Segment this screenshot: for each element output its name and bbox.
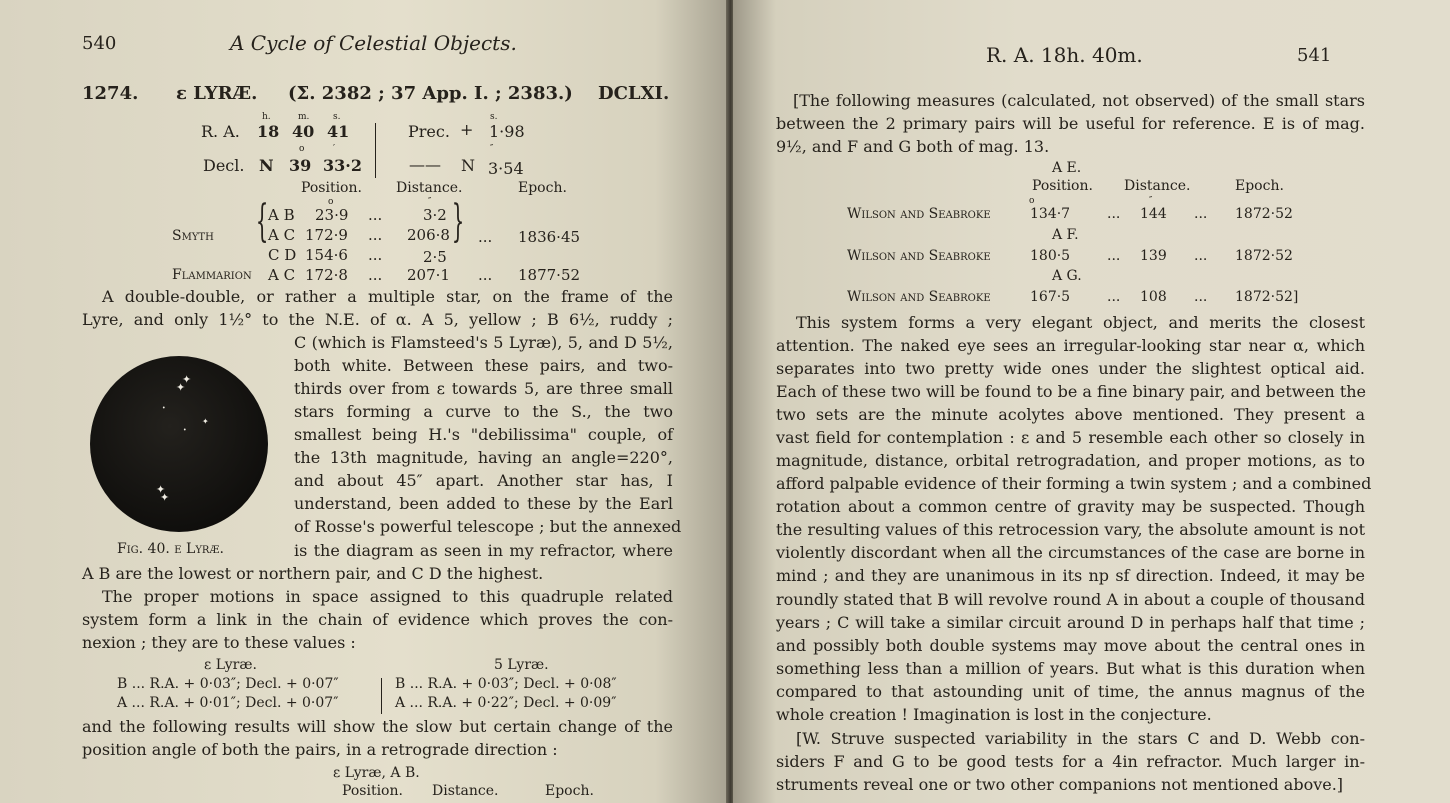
body-line-4: Each of these two will be found to be a fine binary pair, and between the [776,382,1367,401]
flammarion-epoch: 1877·52 [518,266,581,284]
ra-minutes: 40 [292,122,315,141]
bottom-table-title: ε Lyræ, A B. [333,765,420,781]
smyth-row3-sep: ... [368,246,383,264]
body-line-18: whole creation ! Imagination is lost in the conjecture. [776,705,1212,724]
para1-line-13: A B are the lowest or northern pair, and C D the highest. [82,564,544,583]
prec-decl-direction: N [461,156,475,175]
flammarion-distance: 207·1 [407,266,450,284]
para2-line-1: The proper motions in space assigned to this quadruple related [102,587,673,606]
body-line-15: and possibly both double systems may move about the central ones in [776,636,1365,655]
body-line-16: something less than a million of years. But what is this duration when [776,659,1365,678]
prec-dash: —— [409,155,441,174]
unit-s: s. [333,112,341,122]
para3-line-2: position angle of both the pairs, in a retrograde direction : [82,740,558,759]
flammarion-label: Flammarion [172,267,252,283]
row-ag-distance: 108 [1140,289,1167,305]
smyth-dots: ... [478,228,493,246]
row-ae-sep2: ... [1194,206,1208,222]
entry-roman-number: DCLXI. [598,83,670,104]
pm-row1-left: B ... R.A. + 0·03″; Decl. + 0·07″ [117,676,339,692]
para1-line-1: A double-double, or rather a multiple star, on the frame of the [102,287,673,306]
table-header-epoch: Epoch. [1235,178,1284,194]
para1-line-10: understand, been added to these by the Earl [294,494,673,513]
row-ag-sep2: ... [1194,289,1208,305]
left-running-title: A Cycle of Celestial Objects. [230,31,517,55]
unit-arcmin: ′ [333,144,336,154]
para1-line-8: the 13th magnitude, having an angle=220°, [294,448,673,467]
smyth-left-brace: { [255,196,269,247]
body-line-3: separates into two pretty wide ones under the slightest optical aid. [776,359,1365,378]
smyth-row2-position: 172·9 [305,226,348,244]
unit-arcsec: ″ [490,144,494,154]
smyth-row2-distance: 206·8 [407,226,450,244]
row-af-sep2: ... [1194,248,1208,264]
para1-line-3: C (which is Flamsteed's 5 Lyræ), 5, and D 5½, [294,333,673,352]
entry-star-name: ε LYRÆ. [176,83,258,104]
unit-deg: o [299,144,305,154]
bottom-header-position: Position. [342,783,403,799]
bottom-header-distance: Distance. [432,783,499,799]
measures-header-position: Position. [301,180,362,196]
entry-catalog: (Σ. 2382 ; 37 App. I. ; 2383.) [288,83,573,104]
prec-sign: + [460,120,474,139]
para1-line-7: smallest being H.'s "debilissima" couple, of [294,425,673,444]
pm-row2-right: A ... R.A. + 0·22″; Decl. + 0·09″ [395,695,617,711]
row-af-position: 180·5 [1030,248,1071,264]
prec-decl-value: 3·54 [488,159,524,178]
measures-unit-deg: o [328,197,334,207]
para1-line-6: stars forming a curve to the S., the two [294,402,673,421]
star-b-icon: ✦ [156,483,166,496]
row-ag-pair: A G. [1052,268,1082,284]
smyth-row1-distance: 3·2 [423,206,447,224]
pm-row2-left: A ... R.A. + 0·01″; Decl. + 0·07″ [117,695,339,711]
prec-ra-value: 1·98 [489,122,525,141]
body-line-12: mind ; and they are unanimous in its np sf direction. Indeed, it may be [776,566,1365,585]
smyth-label: Smyth [172,228,214,244]
smyth-row1-pair: A B [268,206,295,224]
intro-line-2: between the 2 primary pairs will be useful for reference. E is of mag. [776,114,1365,133]
figure-caption: Fig. 40. ε Lyræ. [117,541,224,557]
decl-degrees: 39 [289,156,312,175]
body-line-8: afford palpable evidence of their forming a twin system ; and a combined [776,474,1372,493]
star-a-icon: ✦ [160,491,170,504]
faint-star-icon: • [162,405,166,412]
para1-line-2: Lyre, and only 1½° to the N.E. of α. A 5, yellow ; B 6½, ruddy ; [82,310,673,329]
para1-line-5: thirds over from ε towards 5, are three small [294,379,673,398]
row-af-epoch: 1872·52 [1235,248,1293,264]
row-af-sep1: ... [1107,248,1121,264]
ra-hours: 18 [257,122,280,141]
row-ag-position: 167·5 [1030,289,1071,305]
body-line-9: rotation about a common centre of gravity may be suspected. Though [776,497,1365,516]
smyth-row1-sep: ... [368,206,383,224]
body-line-5: two sets are the minute acolytes above mentioned. They present a [776,405,1365,424]
table-header-distance: Distance. [1124,178,1191,194]
para1-line-9: and about 45″ apart. Another star has, I [294,471,673,490]
body-line-10: the resulting values of this retrocession vary, the absolute amount is not [776,520,1365,539]
body-line-1: This system forms a very elegant object, and merits the closest [796,313,1365,332]
body-line-2: attention. The naked eye sees an irregular-looking star near α, which [776,336,1365,355]
row-ae-epoch: 1872·52 [1235,206,1293,222]
faint-star-icon: • [183,427,187,434]
left-page-number: 540 [82,33,117,54]
flammarion-sep2: ... [478,266,493,284]
right-page [733,0,1450,803]
para2-line-2: system form a link in the chain of evidence which proves the con- [82,610,673,629]
small-star-icon: ✦ [202,417,209,426]
note-line-2: siders F and G to be good tests for a 4in refractor. Much larger in- [776,752,1365,771]
star-d-icon: ✦ [182,373,192,386]
table-unit-sec: ″ [1149,196,1153,206]
para1-line-12: is the diagram as seen in my refractor, where [294,541,673,560]
row-ae-observer: Wilson and Seabroke [847,206,991,222]
body-line-13: roundly stated that B will revolve round A in about a couple of thousand [776,590,1365,609]
smyth-epoch: 1836·45 [518,228,581,246]
para3-line-1: and the following results will show the slow but certain change of the [82,717,673,736]
measures-header-epoch: Epoch. [518,180,567,196]
row-ae-position: 134·7 [1030,206,1071,222]
intro-line-1: [The following measures (calculated, not observed) of the small stars [793,91,1365,110]
flammarion-sep: ... [368,266,383,284]
row-ag-sep1: ... [1107,289,1121,305]
smyth-row2-pair: A C [268,226,296,244]
smyth-row3-pair: C D [268,246,297,264]
flammarion-pair: A C [268,266,296,284]
ra-label: R. A. [201,122,240,141]
measures-unit-sec: ″ [428,197,432,207]
measures-header-distance: Distance. [396,180,463,196]
unit-h: h. [262,112,271,122]
prec-label: Prec. [408,122,450,141]
body-line-6: vast field for contemplation : ε and 5 resemble each other so closely in [776,428,1365,447]
decl-minutes: 33·2 [323,156,362,175]
smyth-right-brace: } [451,196,465,247]
flammarion-position: 172·8 [305,266,348,284]
star-c-icon: ✦ [176,381,186,394]
body-line-14: years ; C will take a similar circuit around D in perhaps half that time ; [776,613,1365,632]
para1-line-4: both white. Between these pairs, and two- [294,356,673,375]
row-ag-epoch: 1872·52] [1235,289,1299,305]
position-divider [375,123,376,178]
row-ag-observer: Wilson and Seabroke [847,289,991,305]
body-line-17: compared to that astounding unit of time, the annus magnus of the [776,682,1365,701]
row-ae-distance: 144 [1140,206,1167,222]
body-line-11: violently discordant when all the circumstances of the case are borne in [776,543,1365,562]
unit-s-prec: s. [490,112,498,122]
smyth-row2-sep: ... [368,226,383,244]
row-af-pair: A F. [1052,227,1079,243]
pm-divider [381,678,382,714]
para1-line-11: of Rosse's powerful telescope ; but the annexed [294,517,682,536]
para2-line-3: nexion ; they are to these values : [82,633,356,652]
row-af-observer: Wilson and Seabroke [847,248,991,264]
right-page-number: 541 [1297,45,1332,66]
ra-seconds: 41 [327,122,350,141]
pm-head-five: 5 Lyræ. [494,657,549,673]
note-line-1: [W. Struve suspected variability in the stars C and D. Webb con- [796,729,1365,748]
row-ae-sep1: ... [1107,206,1121,222]
star-field-figure [90,356,268,532]
decl-direction: N [259,156,274,175]
entry-number: 1274. [82,83,139,104]
decl-label: Decl. [203,156,245,175]
pm-row1-right: B ... R.A. + 0·03″; Decl. + 0·08″ [395,676,617,692]
row-af-distance: 139 [1140,248,1167,264]
pm-head-epsilon: ε Lyræ. [204,657,257,673]
bottom-header-epoch: Epoch. [545,783,594,799]
smyth-row3-distance: 2·5 [423,248,447,266]
table-header-position: Position. [1032,178,1093,194]
unit-m: m. [298,112,310,122]
smyth-row3-position: 154·6 [305,246,348,264]
smyth-row1-position: 23·9 [315,206,349,224]
table-unit-deg: o [1029,196,1035,206]
note-line-3: struments reveal one or two other companions not mentioned above.] [776,775,1344,794]
row-ae-pair: A E. [1052,160,1082,176]
intro-line-3: 9½, and F and G both of mag. 13. [776,137,1050,156]
body-line-7: magnitude, distance, orbital retrogradation, and proper motions, as to [776,451,1365,470]
right-running-title: R. A. 18h. 40m. [986,43,1143,67]
